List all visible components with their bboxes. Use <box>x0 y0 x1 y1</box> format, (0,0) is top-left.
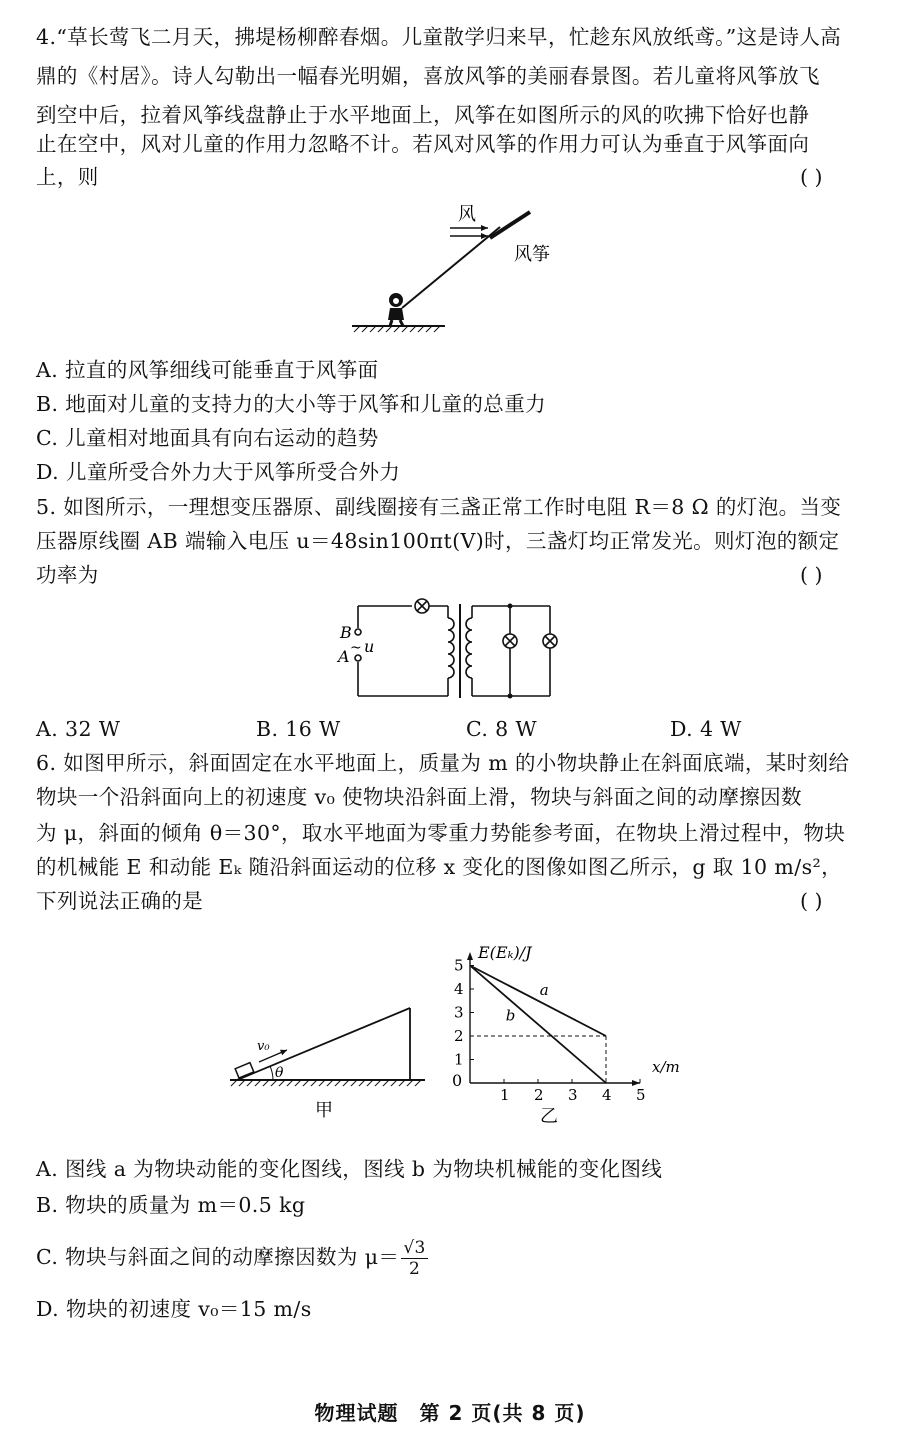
q4-answer-bracket: ( ) <box>800 165 823 189</box>
q5-line-2: 压器原线圈 AB 端输入电压 u＝48sin100πt(V)时，三盏灯均正常发光。则灯泡的额定 <box>36 529 840 553</box>
graph-y-label: E(Eₖ)/J <box>478 943 532 962</box>
q5-line-1: 5. 如图所示，一理想变压器原、副线圈接有三盏正常工作时电阻 R＝8 Ω 的灯泡。当变 <box>36 495 842 519</box>
x-tick-label: 2 <box>534 1086 544 1104</box>
q5-option-a[interactable]: A. 32 W <box>36 717 121 741</box>
q5-option-b[interactable]: B. 16 W <box>256 717 341 741</box>
terminal-b-label: B <box>340 623 352 642</box>
x-tick-label: 4 <box>602 1086 612 1104</box>
q6-line-1: 6. 如图甲所示，斜面固定在水平地面上，质量为 m 的小物块静止在斜面底端，某时刻给 <box>36 751 850 775</box>
q6-line-5: 下列说法正确的是 <box>36 889 204 913</box>
x-tick-label: 3 <box>568 1086 578 1104</box>
y-tick-label: 5 <box>454 956 464 975</box>
q4-line-1: 4.“草长莺飞二月天，拂堤杨柳醉春烟。儿童散学归来早，忙趁东风放纸鸢。”这是诗人高 <box>36 25 842 49</box>
y-tick-label: 1 <box>454 1050 464 1069</box>
kite-figure <box>340 200 580 340</box>
q6-option-b[interactable]: B. 物块的质量为 m＝0.5 kg <box>36 1193 306 1217</box>
q4-line-2: 鼎的《村居》。诗人勾勒出一幅春光明媚，喜放风筝的美丽春景图。若儿童将风筝放飞 <box>36 64 820 88</box>
y-tick-label: 2 <box>454 1027 464 1045</box>
figure-jia-caption: 甲 <box>315 1100 333 1120</box>
q4-option-d[interactable]: D. 儿童所受合外力大于风筝所受合外力 <box>36 460 401 484</box>
incline-figure <box>225 1000 430 1120</box>
mu-denominator: 2 <box>408 1259 421 1279</box>
mu-fraction <box>401 1238 427 1279</box>
q6-line-3: 为 μ，斜面的倾角 θ＝30°，取水平地面为零重力势能参考面，在物块上滑过程中，物块 <box>36 821 846 845</box>
y-axis-arrow-icon <box>467 952 473 960</box>
x-tick-label: 5 <box>636 1086 646 1104</box>
y-tick-label: 4 <box>454 980 464 998</box>
q6-option-d[interactable]: D. 物块的初速度 v₀＝15 m/s <box>36 1297 312 1321</box>
kite-label: 风筝 <box>514 244 550 265</box>
line-b-label: b <box>505 1006 516 1025</box>
y-tick-label: 3 <box>454 1003 464 1022</box>
figure-yi-caption: 乙 <box>540 1106 558 1127</box>
q5-answer-bracket: ( ) <box>800 563 823 587</box>
line-a-label: a <box>539 980 549 999</box>
q4-line-5: 上，则 <box>36 165 99 189</box>
graph-origin-label: 0 <box>452 1071 463 1090</box>
q6-answer-bracket: ( ) <box>800 889 823 913</box>
q5-option-d[interactable]: D. 4 W <box>670 717 742 741</box>
q6-option-a[interactable]: A. 图线 a 为物块动能的变化图线，图线 b 为物块机械能的变化图线 <box>36 1157 663 1181</box>
x-tick-label: 1 <box>500 1086 510 1104</box>
q6-option-c[interactable] <box>36 1238 428 1279</box>
q5-option-c[interactable]: C. 8 W <box>466 717 538 741</box>
transformer-circuit <box>330 596 570 708</box>
voltage-u-label: u <box>364 637 375 656</box>
q6-line-4: 的机械能 E 和动能 Eₖ 随沿斜面运动的位移 x 变化的图像如图乙所示，g 取 10 m/s²， <box>36 855 843 879</box>
q4-option-c[interactable]: C. 儿童相对地面具有向右运动的趋势 <box>36 426 379 450</box>
q4-line-4: 止在空中，风对儿童的作用力忽略不计。若风对风筝的作用力可认为垂直于风筝面向 <box>36 132 810 156</box>
q4-option-a[interactable]: A. 拉直的风筝细线可能垂直于风筝面 <box>36 358 379 382</box>
page-footer: 物理试题 第 2 页(共 8 页) <box>314 1401 586 1425</box>
q6-option-c-text: C. 物块与斜面之间的动摩擦因数为 μ＝ <box>36 1245 400 1269</box>
ac-source-icon: ~ <box>350 640 362 656</box>
terminal-a-label: A <box>338 647 350 666</box>
q5-line-3: 功率为 <box>36 563 99 587</box>
q4-option-b[interactable]: B. 地面对儿童的支持力的大小等于风筝和儿童的总重力 <box>36 392 546 416</box>
q6-line-2: 物块一个沿斜面向上的初速度 v₀ 使物块沿斜面上滑，物块与斜面之间的动摩擦因数 <box>36 785 802 809</box>
v0-label: v₀ <box>257 1039 270 1054</box>
child-icon <box>388 293 404 326</box>
graph-x-label: x/m <box>652 1058 680 1076</box>
theta-label: θ <box>275 1065 284 1081</box>
series-line-b <box>470 966 606 1084</box>
wind-label: 风 <box>458 204 476 225</box>
q4-line-3: 到空中后，拉着风筝线盘静止于水平地面上，风筝在如图所示的风的吹拂下恰好也静 <box>36 103 810 127</box>
mu-numerator: √3 <box>403 1238 426 1258</box>
energy-displacement-graph <box>440 938 700 1130</box>
